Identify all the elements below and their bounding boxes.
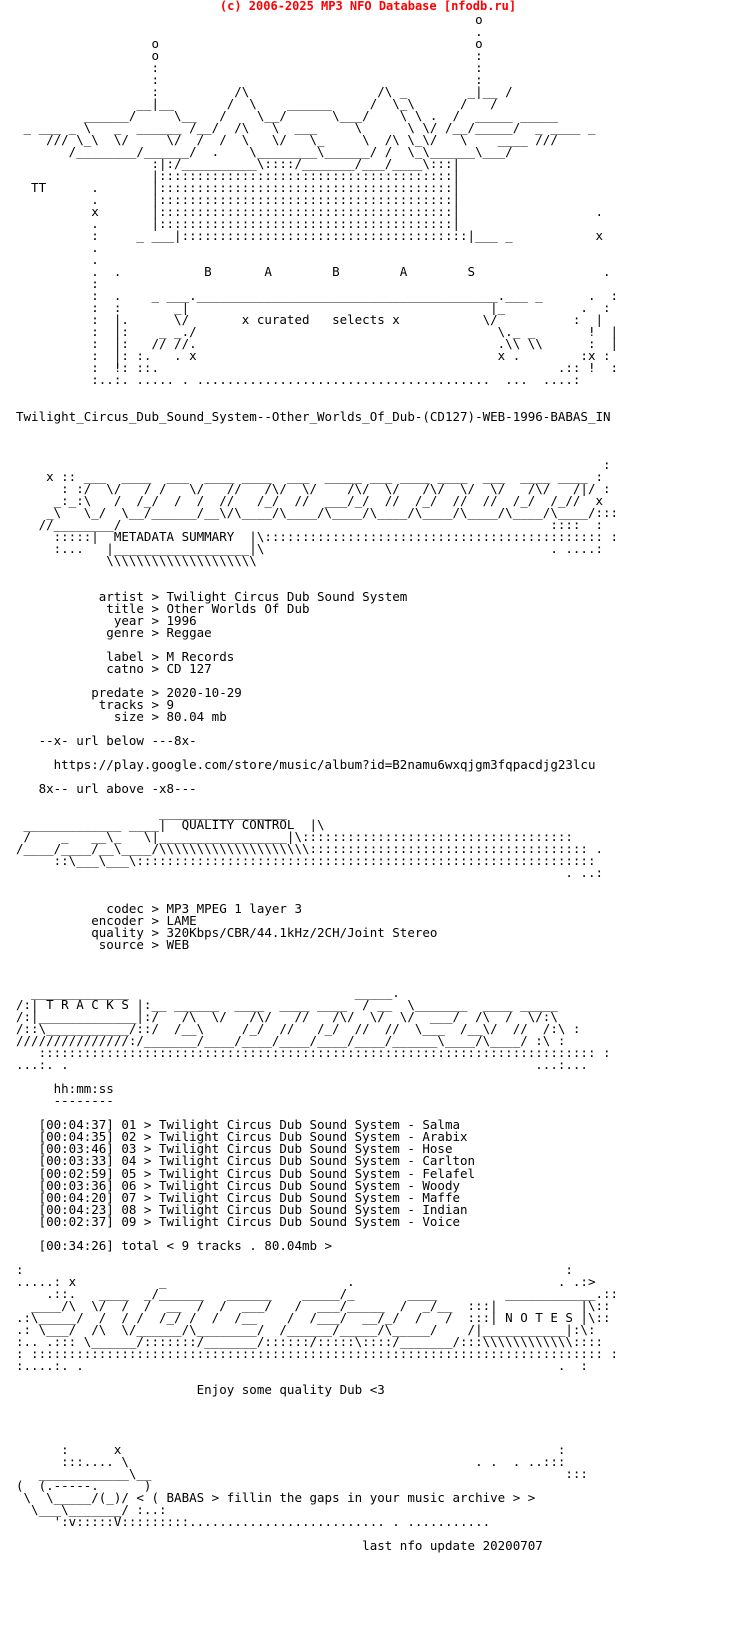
nfo-line: : :::::::::::::::::::::::::::::::::::::::::::::::::::::::::::::::::::::::::::: : (16, 1345, 619, 1361)
nfo-line: _________________ (16, 805, 287, 821)
nfo-line: [00:34:26] total < 9 tracks . 80.04mb > (16, 1237, 333, 1253)
nfo-line (16, 567, 618, 579)
nfo-line: . (16, 240, 99, 256)
nfo-line: ...:. . ...:... (16, 1057, 588, 1073)
nfo-line: label > M Records (16, 648, 235, 664)
nfo-line: : : (16, 60, 483, 76)
nfo-line: _ ___ _ \ _ ______ /__/ /\ \ ___ \ \ \/ /__/_____/ _ ____ _ (16, 120, 596, 136)
nfo-line: [00:04:23] 08 > Twilight Circus Dub Sound System - Indian (16, 1201, 468, 1217)
nfo-line: [00:02:59] 05 > Twilight Circus Dub Sound System - Felafel (16, 1165, 476, 1181)
nfo-line: size > 80.04 mb (16, 708, 227, 724)
nfo-line: :|:/__________\::::/_______/___/____\:::| (16, 156, 461, 172)
nfo-line: x :: ___ ____ ___ ____ ____ ___ _____ ___ ____ ____ ___ ____ ____ : (16, 468, 603, 484)
nfo-line: : |: _ _./ \._ _ ! | (16, 324, 619, 340)
nfo-line: o o (16, 36, 483, 52)
nfo-line (16, 1420, 618, 1432)
nfo-line: \___\_______/ :..: (16, 1501, 167, 1517)
nfo-line: . ..: (16, 865, 603, 881)
nfo-line: [00:04:37] 01 > Twilight Circus Dub Sound System - Salma (16, 1117, 461, 1133)
nfo-line: /:| T R A C K S |:__ ______ ____ ____ ____ / __ \_______ ____ _____ (16, 997, 558, 1013)
nfo-line: Enjoy some quality Dub <3 (16, 1381, 385, 1397)
nfo-line: ///////////////:/_______/____/____/____/____/____/______\____/\____/ :\ : (16, 1033, 566, 1049)
nfo-line: TT . |:::::::::::::::::::::::::::::::::::::::| (16, 180, 461, 196)
nfo-line: year > 1996 (16, 612, 197, 628)
nfo-line: .: \___/ /\ \/______/\________/ /______/_____/\_____/ /|___________|:\: (16, 1321, 596, 1337)
nfo-line (16, 951, 618, 963)
nfo-line: : :/ \/ / / \/ // /\/ \/ /\/ \/ /\/ \/ \/ /\/ /|/ : (16, 480, 611, 496)
nfo-line: catno > CD 127 (16, 660, 212, 676)
nfo-line: :.. .::: \______/:::::::/_______/::::::/:::::\::::/_______/:::\\\\\\\\\\\\:::: (16, 1333, 603, 1349)
nfo-line: _____________ ____| QUALITY CONTROL |\ (16, 817, 325, 833)
nfo-line: [00:04:35] 02 > Twilight Circus Dub Sound System - Arabix (16, 1129, 468, 1145)
nfo-line (16, 1396, 618, 1408)
nfo-line: ______/ \__ / \__/ \___/ \ \ . / _____ _____ (16, 108, 558, 124)
nfo-line: :::::| METADATA SUMMARY |\::::::::::::::::::::::::::::::::::::::::::::: : (16, 528, 619, 544)
nfo-line: _\ \_/ \__/______/__\/\____/\____/\____/\____/\____/\____/\____/\____/::: (16, 504, 619, 520)
nfo-line: predate > 2020-10-29 (16, 684, 242, 700)
nfo-line: : : (16, 1261, 573, 1277)
nfo-line: /____/____/__\____/\\\\\\\\\\\\\\\\\\\\::::::::::::::::::::::::::::::::::::: . (16, 841, 603, 857)
nfo-line: : |: :. . x x . :x : (16, 348, 611, 364)
nfo-line: :::.... \ . . . ..::: (16, 1453, 566, 1469)
nfo-line: ____________\__ ::: (16, 1465, 588, 1481)
nfo-line: . . B A B A S . (16, 264, 611, 280)
nfo-line: [00:02:37] 09 > Twilight Circus Dub Sound System - Voice (16, 1213, 461, 1229)
nfo-line: . (16, 252, 99, 268)
nfo-line: [00:03:36] 06 > Twilight Circus Dub Sound System - Woody (16, 1177, 461, 1193)
nfo-line: _:_:\ / /_/ / / // /_/ // ___/_/ // /_/ // // /_/ /_// x (16, 492, 603, 508)
nfo-line: ':v:::::V:::::::::.......................... . ........... (16, 1513, 491, 1529)
nfo-line: quality > 320Kbps/CBR/44.1kHz/2CH/Joint Stereo (16, 925, 438, 941)
nfo-line: /:|_____________|:/ /\ \/ /\/ // /\/ \/ \/ ___/ /\ / \/:\ (16, 1009, 558, 1025)
nfo-line: : . _ ___.________________________________________.___ _ . : (16, 288, 619, 304)
nfo-line (16, 435, 618, 447)
nfo-line: : |. \/ x curated selects x \/ : | (16, 312, 603, 328)
nfo-line: [00:03:33] 04 > Twilight Circus Dub Sound System - Carlton (16, 1153, 476, 1169)
nfo-line: /::\___________/::/ /__\ /_/ // /_/ // // \___ /__\/ // /:\ : (16, 1021, 581, 1037)
nfo-line: o (16, 12, 483, 27)
nfo-line: hh:mm:ss (16, 1081, 114, 1097)
nfo-line (16, 963, 618, 975)
nfo-line: encoder > LAME (16, 913, 197, 929)
nfo-line: : (16, 456, 611, 472)
nfo-line: : !: ::. .:: ! : (16, 360, 619, 376)
nfo-line: ( (.-----. ) (16, 1477, 152, 1493)
nfo-line: . |:::::::::::::::::::::::::::::::::::::::| (16, 192, 461, 208)
nfo-line: [00:03:46] 03 > Twilight Circus Dub Sound System - Hose (16, 1141, 453, 1157)
nfo-line: //________/ :::: : (16, 516, 603, 532)
nfo-line: |:::::::::::::::::::::::::::::::::::::::| (16, 168, 461, 184)
nfo-line (16, 386, 618, 398)
nfo-line: :::::::::::::::::::::::::::::::::::::::::::::::::::::::::::::::::::::::::: : (16, 1045, 611, 1061)
nfo-line: . |:::::::::::::::::::::::::::::::::::::::| (16, 216, 461, 232)
nfo-line: : (16, 276, 99, 292)
nfo-line: : x : (16, 1441, 566, 1457)
nfo-line: 8x-- url above -x8--- (16, 781, 197, 796)
nfo-line: .....: x _ . . .:> (16, 1273, 596, 1289)
nfo-line: \ \_____/(_)/ < ( BABAS > fillin the gaps in your music archive > > (16, 1489, 536, 1505)
nfo-line: title > Other Worlds Of Dub (16, 600, 310, 616)
nfo-line: genre > Reggae (16, 624, 212, 640)
nfo-line: \\\\\\\\\\\\\\\\\\\\ (16, 552, 257, 568)
nfo-line (16, 423, 618, 435)
nfo-line: :... |__________________|\ . ....: (16, 540, 603, 556)
nfo-line: /________/______/ . \________\______/ / \_\______\___/ (16, 144, 513, 160)
site-header: (c) 2006-2025 MP3 NFO Database [nfodb.ru] (219, 0, 517, 13)
nfo-line: :..:. ..... . ....................................... ... ....: (16, 372, 581, 388)
nfo-line: ____/\ \/ / / __ / / ___/ / ___/_____ / _/__ :::| |\:: (16, 1297, 611, 1313)
nfo-line: -------- (16, 1093, 114, 1109)
nfo-line: x |:::::::::::::::::::::::::::::::::::::::| . (16, 204, 603, 220)
nfo-line: : : _| |_ . : (16, 300, 611, 316)
nfo-line: tracks > 9 (16, 696, 175, 712)
nfo-line: _____________ _____. (16, 985, 400, 1001)
nfo-text (16, 14, 618, 1552)
nfo-line: : |: // //. .\\ \\ : | (16, 336, 619, 352)
nfo-line: Twilight_Circus_Dub_Sound_System--Other_Worlds_Of_Dub-(CD127)-WEB-1996-BABAS_IN (16, 408, 611, 424)
nfo-line (16, 879, 618, 891)
nfo-line: : : (16, 72, 483, 88)
nfo-line: __|__ / \ ______ / \_\ / / (16, 96, 498, 112)
nfo-line: o : (16, 48, 483, 64)
nfo-line: / _ __\_ \|_________________|\:::::::::::::::::::::::::::::::::::: (16, 829, 573, 845)
nfo-line: /// \_\ \/ \/ / / \ \/ \_ \ /\ \_\/ \ ____ /// (16, 132, 558, 148)
nfo-line: : _ ___|::::::::::::::::::::::::::::::::::::::|___ _ x (16, 228, 603, 244)
nfo-line: . (16, 24, 483, 40)
nfo-line: :....:. . . : (16, 1357, 588, 1373)
nfo-line: .:\_____/ / / / /_/ / / /__ / /___/ __/_/ / / :::| N O T E S |\:: (16, 1309, 611, 1325)
nfo-line: .::. ____ _/______ ______ _____/_ ____ ____________.:: (16, 1285, 619, 1301)
nfo-line: artist > Twilight Circus Dub Sound System (16, 588, 408, 604)
nfo-line: source > WEB (16, 937, 190, 953)
nfo-line: [00:04:20] 07 > Twilight Circus Dub Sound System - Maffe (16, 1189, 461, 1205)
nfo-line: : /\ /\ _ _|__ / (16, 84, 513, 100)
nfo-line: codec > MP3 MPEG 1 layer 3 (16, 901, 302, 917)
nfo-line: --x- url below ---8x- (16, 732, 197, 748)
nfo-line: https://play.google.com/store/music/album?id=B2namu6wxqjgm3fqpacdjg23lcu (16, 756, 596, 772)
nfo-line: last nfo update 20200707 (16, 1537, 543, 1553)
nfo-line: ::\___\___\::::::::::::::::::::::::::::::::::::::::::::::::::::::::::::: (16, 853, 596, 869)
nfo-line (16, 1408, 618, 1420)
